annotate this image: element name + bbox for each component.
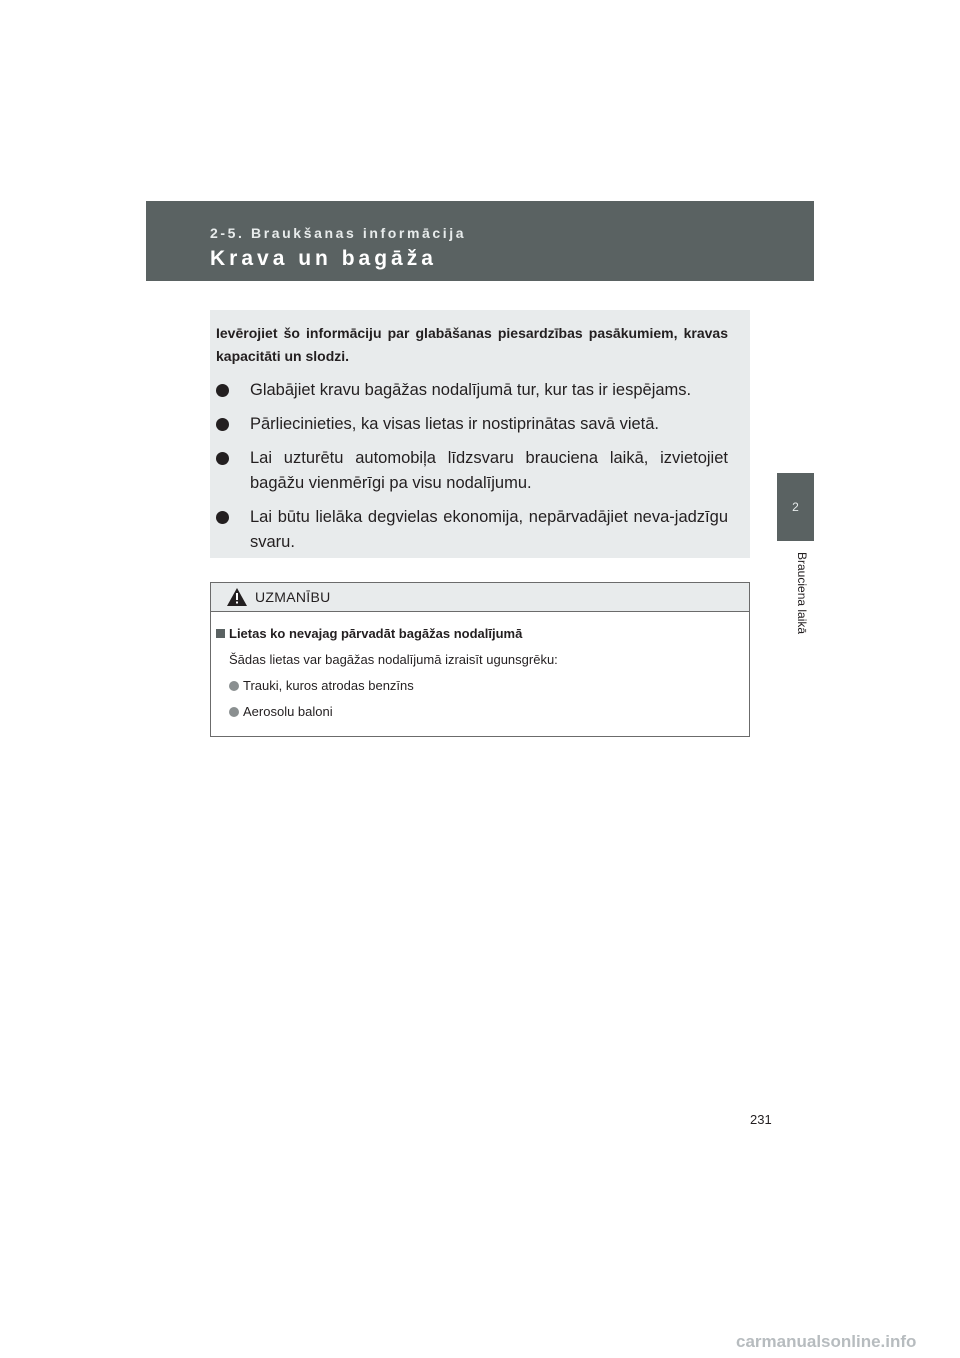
page-number: 231 xyxy=(750,1112,772,1127)
intro-lead: Ievērojiet šo informāciju par glabāšanas piesardzības pasākumiem, kravas kapacitāti un slodzi. xyxy=(216,325,728,364)
caution-text: Šādas lietas var bagāžas nodalījumā izraisīt ugunsgrēku: xyxy=(229,652,558,667)
bullet-icon xyxy=(216,452,229,465)
caution-title: UZMANĪBU xyxy=(255,589,331,605)
caution-box xyxy=(210,582,750,737)
bullet-text: Lai uzturētu automobiļa līdzsvaru brauciena laikā, izvietojiet bagāžu vienmērīgi pa visu nodalījumu. xyxy=(250,449,728,492)
caution-heading xyxy=(215,624,749,644)
list-item xyxy=(250,412,728,437)
bullet-icon xyxy=(229,681,239,691)
bullet-text: Glabājiet kravu bagāžas nodalījumā tur, kur tas ir iespējams. xyxy=(250,381,692,399)
bullet-icon xyxy=(216,511,229,524)
watermark: carmanualsonline.info xyxy=(736,1332,917,1351)
chapter-label: Brauciena laikā xyxy=(795,552,809,635)
page-title: Krava un bagāža xyxy=(210,247,437,270)
bullet-text: Lai būtu lielāka degvielas ekonomija, nepārvadājiet neva-jadzīgu svaru. xyxy=(250,508,728,551)
caution-heading-text: Lietas ko nevajag pārvadāt bagāžas nodalījumā xyxy=(229,626,523,641)
chapter-number: 2 xyxy=(792,500,799,514)
bullet-icon xyxy=(229,707,239,717)
caution-body xyxy=(211,612,749,722)
bullet-icon xyxy=(216,384,229,397)
list-item xyxy=(250,505,728,555)
square-bullet-icon xyxy=(216,629,225,638)
list-item xyxy=(229,676,749,696)
caution-bullet-text: Aerosolu baloni xyxy=(243,704,333,719)
bullet-text: Pārliecinieties, ka visas lietas ir nostiprinātas savā vietā. xyxy=(250,415,660,433)
list-item xyxy=(250,446,728,496)
chapter-tab xyxy=(777,473,814,541)
intro-box xyxy=(210,310,750,558)
list-item xyxy=(250,378,728,403)
warning-icon xyxy=(227,588,247,606)
caution-bullet-text: Trauki, kuros atrodas benzīns xyxy=(243,678,414,693)
section-label: 2-5. Braukšanas informācija xyxy=(210,225,467,241)
caution-header xyxy=(211,583,749,612)
bullet-icon xyxy=(216,418,229,431)
header-band xyxy=(146,201,814,281)
list-item xyxy=(229,702,749,722)
